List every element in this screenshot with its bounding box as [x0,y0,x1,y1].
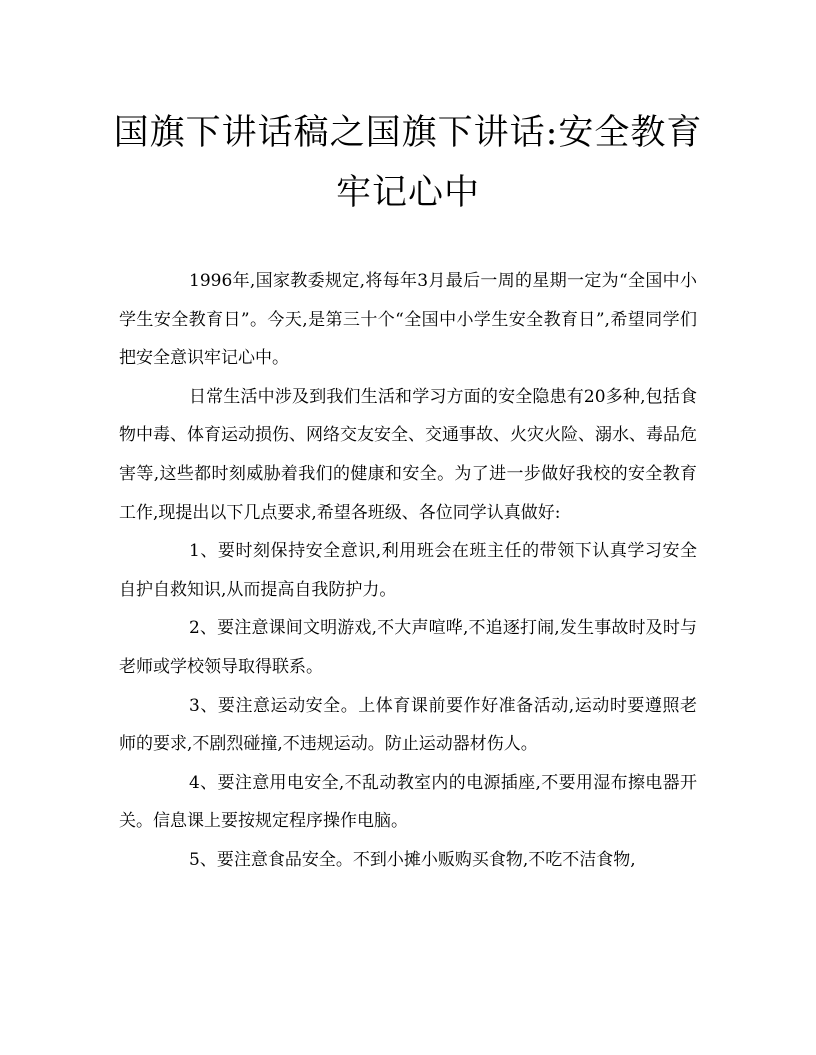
paragraph-hazards: 日常生活中涉及到我们生活和学习方面的安全隐患有20多种,包括食物中毒、体育运动损伤、网络交友安全、交通事故、火灾火险、溺水、毒品危害等,这些都时刻威胁着我们的健康和安全。为了进一步做好我校的安全教育工作,现提出以下几点要求,希望各班级、各位同学认真做好: [119,386,697,523]
paragraph-rule-4: 4、要注意用电安全,不乱动教室内的电源插座,不要用湿布擦电器开关。信息课上要按规定程序操作电脑。 [119,772,697,832]
paragraph-rule-2: 2、要注意课间文明游戏,不大声喧哗,不追逐打闹,发生事故时及时与老师或学校领导取得联系。 [119,618,697,677]
page-title-line-1: 国旗下讲话稿之国旗下讲话:安全教育 [113,113,703,153]
paragraph-rule-1: 1、要时刻保持安全意识,利用班会在班主任的带领下认真学习安全自护自救知识,从而提高自我防护力。 [119,541,697,600]
paragraph-rule-3: 3、要注意运动安全。上体育课前要作好准备活动,运动时要遵照老师的要求,不剧烈碰撞,不违规运动。防止运动器材伤人。 [119,695,697,755]
paragraph-intro: 1996年,国家教委规定,将每年3月最后一周的星期一定为“全国中小学生安全教育日”。今天,是第三十个“全国中小学生安全教育日”,希望同学们把安全意识牢记心中。 [119,271,697,369]
paragraph-rule-5: 5、要注意食品安全。不到小摊小贩购买食物,不吃不洁食物, [189,849,636,870]
document-body [119,262,697,880]
page-title-line-2: 牢记心中 [335,173,480,213]
